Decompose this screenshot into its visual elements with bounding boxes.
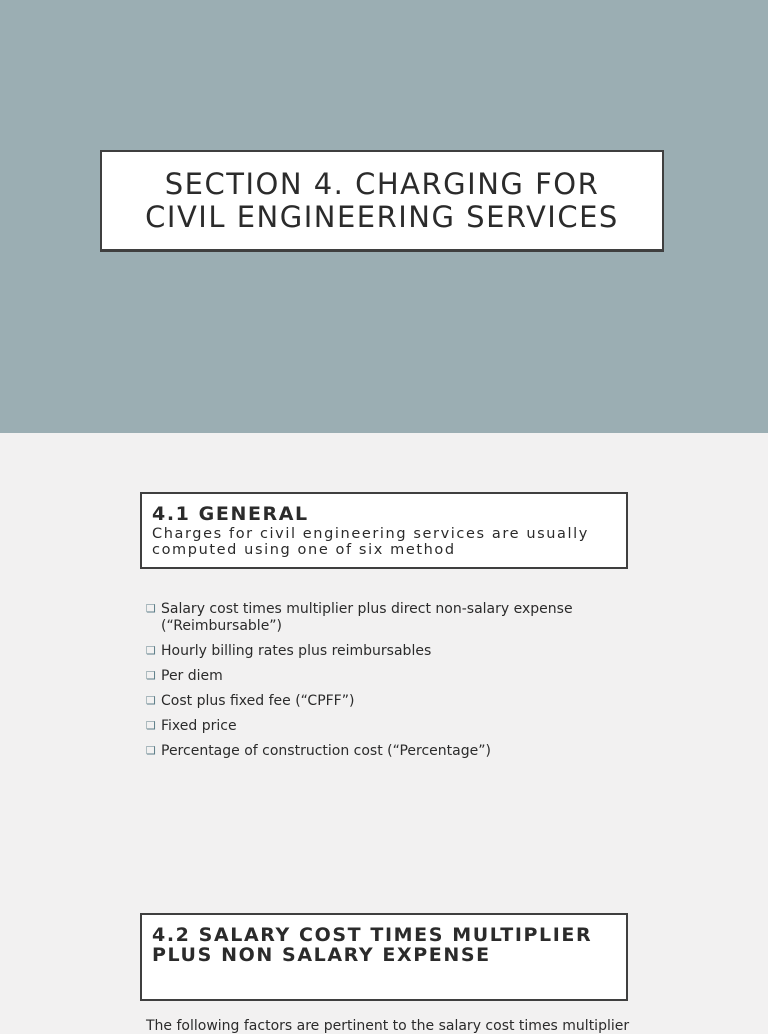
salary-heading-line-1: 4.2 SALARY COST TIMES MULTIPLIER xyxy=(152,924,593,946)
general-heading: 4.1 GENERAL xyxy=(152,503,309,525)
list-item xyxy=(146,718,616,735)
list-item xyxy=(146,693,616,710)
general-heading-box xyxy=(140,492,628,569)
title-box xyxy=(100,150,664,252)
list-item-text: Salary cost times multiplier plus direct non-salary expense (“Reimbursable”) xyxy=(161,601,573,634)
hollow-square-bullet-icon: ❑ xyxy=(146,694,156,707)
slide-title xyxy=(0,0,768,433)
salary-heading-line-2: PLUS NON SALARY EXPENSE xyxy=(152,944,491,966)
list-item-text: Per diem xyxy=(161,668,223,684)
hollow-square-bullet-icon: ❑ xyxy=(146,602,156,615)
list-item xyxy=(146,601,616,635)
list-item xyxy=(146,743,616,760)
title-line-1: SECTION 4. CHARGING FOR xyxy=(164,166,600,201)
list-item-text: Hourly billing rates plus reimbursables xyxy=(161,643,432,659)
salary-body-text: The following factors are pertinent to the salary cost times multiplier xyxy=(146,1018,630,1034)
list-item xyxy=(146,643,616,660)
title-line-2: CIVIL ENGINEERING SERVICES xyxy=(145,199,619,234)
hollow-square-bullet-icon: ❑ xyxy=(146,644,156,657)
slide-title-text xyxy=(145,168,619,234)
hollow-square-bullet-icon: ❑ xyxy=(146,744,156,757)
general-subheading: Charges for civil engineering services are usually computed using one of six method xyxy=(152,526,589,558)
hollow-square-bullet-icon: ❑ xyxy=(146,719,156,732)
list-item-text: Percentage of construction cost (“Percentage”) xyxy=(161,743,491,759)
methods-list xyxy=(146,601,616,768)
hollow-square-bullet-icon: ❑ xyxy=(146,669,156,682)
salary-heading-box xyxy=(140,913,628,1001)
list-item xyxy=(146,668,616,685)
list-item-text: Cost plus fixed fee (“CPFF”) xyxy=(161,693,355,709)
list-item-text: Fixed price xyxy=(161,718,237,734)
